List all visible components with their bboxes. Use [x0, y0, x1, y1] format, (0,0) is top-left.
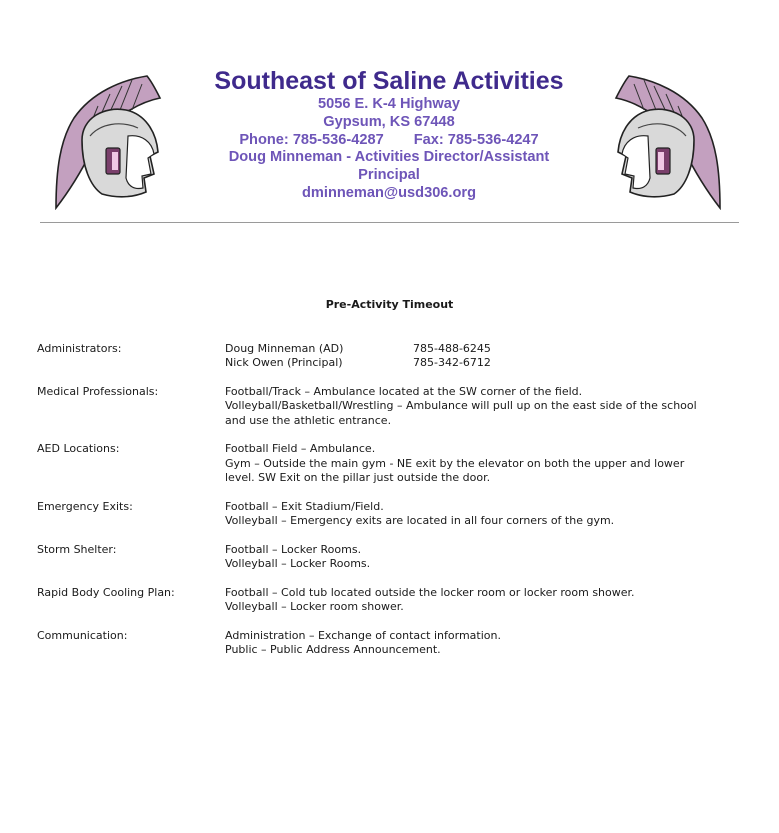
row-label: Storm Shelter: — [37, 542, 117, 556]
row-storm-shelter — [37, 543, 749, 572]
admin-entry — [225, 342, 749, 356]
phone-fax-line — [190, 132, 588, 150]
row-text: level. SW Exit on the pillar just outside the door. — [225, 471, 491, 485]
trojan-helmet-logo-right — [614, 70, 724, 210]
admin-entry — [225, 356, 749, 370]
trojan-helmet-icon — [56, 76, 160, 208]
row-text: Volleyball – Locker room shower. — [225, 600, 404, 614]
email-address: dminneman@usd306.org — [302, 184, 476, 201]
admin-name: Doug Minneman (AD) — [225, 342, 344, 355]
row-value — [225, 500, 749, 529]
row-text: Public – Public Address Announcement. — [225, 643, 441, 657]
row-label: Emergency Exits: — [37, 499, 133, 513]
timeout-table — [37, 342, 749, 672]
row-label: Rapid Body Cooling Plan: — [37, 586, 175, 600]
row-value — [225, 629, 749, 658]
city-line: Gypsum, KS 67448 — [323, 113, 455, 130]
row-text: Football Field – Ambulance. — [225, 442, 376, 456]
row-label: Administrators: — [37, 342, 122, 355]
row-value — [225, 342, 749, 371]
row-label: AED Locations: — [37, 442, 120, 456]
row-text: Football – Locker Rooms. — [225, 542, 362, 556]
row-text: Football – Exit Stadium/Field. — [225, 499, 384, 513]
trojan-helmet-icon — [616, 76, 720, 208]
row-label: Medical Professionals: — [37, 385, 159, 399]
row-text: Football – Cold tub located outside the locker room or locker room shower. — [225, 586, 635, 600]
row-label: Communication: — [37, 629, 128, 643]
letterhead — [190, 66, 588, 203]
admin-name: Nick Owen (Principal) — [225, 356, 343, 370]
row-value — [225, 586, 749, 615]
phone-number: Phone: 785-536-4287 — [239, 131, 384, 148]
row-text: and use the athletic entrance. — [225, 413, 392, 427]
row-text: Volleyball – Locker Rooms. — [225, 557, 371, 571]
row-value — [225, 385, 749, 428]
address-line: 5056 E. K-4 Highway — [318, 96, 460, 112]
admin-phone: 785-342-6712 — [413, 356, 491, 370]
row-text: Football/Track – Ambulance located at the SW corner of the field. — [225, 385, 583, 399]
row-medical-professionals — [37, 385, 749, 428]
row-text: Gym – Outside the main gym - NE exit by the elevator on both the upper and lower — [225, 456, 685, 470]
row-value — [225, 543, 749, 572]
document-title: Pre-Activity Timeout — [325, 298, 454, 311]
row-text: Administration – Exchange of contact information. — [225, 629, 501, 643]
fax-number: Fax: 785-536-4247 — [413, 131, 539, 148]
director-line-1: Doug Minneman - Activities Director/Assistant — [228, 149, 550, 166]
row-text: Volleyball/Basketball/Wrestling – Ambulance will pull up on the east side of the school — [225, 399, 697, 413]
header-divider — [40, 222, 739, 223]
director-line-2: Principal — [358, 167, 420, 184]
row-communication — [37, 629, 749, 658]
row-rapid-body-cooling-plan — [37, 586, 749, 615]
trojan-helmet-logo-left — [52, 70, 162, 210]
row-value — [225, 442, 749, 485]
row-emergency-exits — [37, 500, 749, 529]
row-text: Volleyball – Emergency exits are located in all four corners of the gym. — [225, 514, 615, 528]
row-aed-locations — [37, 442, 749, 485]
organization-title: Southeast of Saline Activities — [214, 67, 564, 95]
admin-phone: 785-488-6245 — [413, 342, 491, 355]
row-administrators — [37, 342, 749, 371]
